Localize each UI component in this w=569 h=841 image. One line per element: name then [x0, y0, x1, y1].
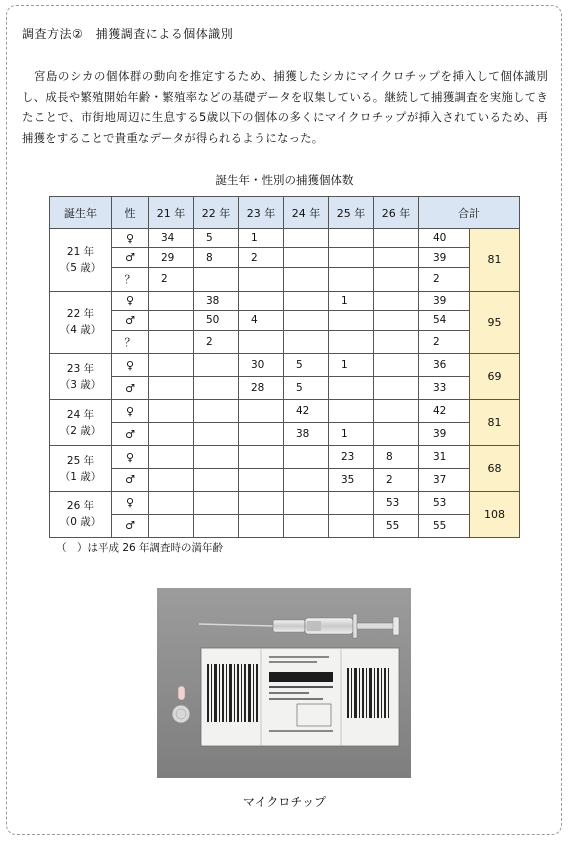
header-cell: 21 年	[149, 197, 194, 229]
table-row	[50, 469, 520, 492]
sex-cell: ♂	[112, 311, 149, 330]
table-row	[50, 377, 520, 400]
row-total-cell: 39	[419, 248, 470, 267]
row-total-cell: 33	[419, 377, 470, 400]
count-cell: 4	[239, 311, 284, 330]
age-label: （4 歳）	[59, 324, 102, 337]
microchip-package-icon	[201, 648, 399, 746]
count-cell	[329, 491, 374, 514]
count-cell: 2	[194, 330, 239, 354]
coin-icon	[172, 705, 190, 723]
count-cell	[284, 330, 329, 354]
section-heading: 調査方法② 捕獲調査による個体識別	[22, 27, 234, 41]
body-paragraph: 宮島のシカの個体群の動向を推定するため、捕獲したシカにマイクロチップを挿入して個体識別し、成長や繁殖開始年齢・繁殖率などの基礎データを収集している。継続して捕獲調査を実施してきたことで、市街地周辺に生息する5歳以下の個体の多くにマイクロチップが挿入されているため、再捕獲をすることで貴重なデータが得られるようになった。	[22, 69, 548, 145]
sex-cell: ♀	[112, 491, 149, 514]
capture-count-table	[49, 196, 520, 538]
age-label: （1 歳）	[59, 470, 102, 483]
row-total-cell: 2	[419, 267, 470, 291]
count-cell: 55	[374, 514, 419, 537]
count-cell	[239, 491, 284, 514]
count-cell: 1	[329, 291, 374, 310]
count-cell	[149, 491, 194, 514]
count-cell: 28	[239, 377, 284, 400]
table-row	[50, 446, 520, 469]
count-cell	[284, 229, 329, 248]
count-cell: 2	[239, 248, 284, 267]
count-cell	[149, 400, 194, 423]
count-cell	[374, 291, 419, 310]
sex-cell: ♂	[112, 469, 149, 492]
count-cell: 8	[194, 248, 239, 267]
birth-year-cell	[50, 229, 112, 292]
table-caption: 誕生年・性別の捕獲個体数	[215, 173, 354, 187]
count-cell	[149, 311, 194, 330]
row-total-cell: 37	[419, 469, 470, 492]
count-cell	[149, 377, 194, 400]
header-cell: 23 年	[239, 197, 284, 229]
count-cell: 38	[194, 291, 239, 310]
count-cell: 8	[374, 446, 419, 469]
row-total-cell: 39	[419, 423, 470, 446]
count-cell	[329, 330, 374, 354]
count-cell	[284, 267, 329, 291]
table-row	[50, 354, 520, 377]
count-cell	[374, 423, 419, 446]
group-total-cell: 108	[470, 491, 520, 537]
count-cell: 5	[284, 377, 329, 400]
count-cell	[374, 229, 419, 248]
microchip-photo	[157, 588, 411, 778]
row-total-cell: 39	[419, 291, 470, 310]
count-cell: 38	[284, 423, 329, 446]
table-row	[50, 330, 520, 354]
count-cell: 42	[284, 400, 329, 423]
count-cell	[284, 491, 329, 514]
count-cell	[374, 377, 419, 400]
count-cell: 1	[239, 229, 284, 248]
count-cell	[329, 248, 374, 267]
sex-cell: ♀	[112, 229, 149, 248]
count-cell: 5	[284, 354, 329, 377]
count-cell	[239, 400, 284, 423]
header-cell: 26 年	[374, 197, 419, 229]
age-label: （0 歳）	[59, 516, 102, 529]
count-cell	[149, 469, 194, 492]
count-cell	[239, 330, 284, 354]
count-cell	[329, 311, 374, 330]
count-cell	[239, 514, 284, 537]
table-row	[50, 514, 520, 537]
count-cell	[149, 291, 194, 310]
sex-cell: ♂	[112, 377, 149, 400]
row-total-cell: 53	[419, 491, 470, 514]
sex-cell: ♀	[112, 354, 149, 377]
table-header-row	[50, 197, 520, 229]
row-total-cell: 2	[419, 330, 470, 354]
row-total-cell: 36	[419, 354, 470, 377]
sex-cell: ♀	[112, 400, 149, 423]
birth-year-cell	[50, 400, 112, 446]
sex-cell: ♂	[112, 248, 149, 267]
sex-cell: ♀	[112, 446, 149, 469]
count-cell	[329, 400, 374, 423]
count-cell	[239, 469, 284, 492]
header-cell: 合計	[419, 197, 520, 229]
sex-cell: ♂	[112, 514, 149, 537]
count-cell: 2	[149, 267, 194, 291]
table-row	[50, 311, 520, 330]
count-cell	[374, 330, 419, 354]
header-cell: 22 年	[194, 197, 239, 229]
count-cell	[284, 514, 329, 537]
header-cell: 24 年	[284, 197, 329, 229]
count-cell: 29	[149, 248, 194, 267]
count-cell	[194, 514, 239, 537]
count-cell	[149, 446, 194, 469]
group-total-cell: 81	[470, 400, 520, 446]
row-total-cell: 42	[419, 400, 470, 423]
count-cell	[374, 248, 419, 267]
group-total-cell: 68	[470, 446, 520, 492]
count-cell	[194, 446, 239, 469]
count-cell: 53	[374, 491, 419, 514]
count-cell	[284, 248, 329, 267]
sex-cell: ♀	[112, 291, 149, 310]
count-cell	[239, 446, 284, 469]
count-cell	[329, 377, 374, 400]
count-cell	[329, 267, 374, 291]
birth-year-label: 26 年	[66, 500, 95, 513]
count-cell	[149, 354, 194, 377]
age-label: （2 歳）	[59, 424, 102, 437]
count-cell	[194, 423, 239, 446]
count-cell	[194, 267, 239, 291]
row-total-cell: 54	[419, 311, 470, 330]
count-cell	[239, 267, 284, 291]
count-cell	[194, 491, 239, 514]
photo-caption: マイクロチップ	[242, 795, 327, 809]
age-label: （5 歳）	[59, 261, 102, 274]
header-cell: 誕生年	[50, 197, 112, 229]
count-cell	[194, 354, 239, 377]
count-cell: 23	[329, 446, 374, 469]
count-cell	[239, 423, 284, 446]
birth-year-label: 22 年	[66, 308, 95, 321]
row-total-cell: 55	[419, 514, 470, 537]
count-cell	[284, 469, 329, 492]
count-cell: 34	[149, 229, 194, 248]
birth-year-label: 21 年	[66, 245, 95, 258]
sex-cell: ？	[112, 330, 149, 354]
count-cell	[329, 514, 374, 537]
count-cell	[284, 311, 329, 330]
header-cell: 性	[112, 197, 149, 229]
count-cell	[284, 291, 329, 310]
count-cell	[149, 423, 194, 446]
birth-year-label: 23 年	[66, 362, 95, 375]
count-cell: 2	[374, 469, 419, 492]
count-cell	[374, 267, 419, 291]
row-total-cell: 40	[419, 229, 470, 248]
count-cell	[149, 330, 194, 354]
count-cell	[194, 469, 239, 492]
table-row	[50, 291, 520, 310]
microchip-capsule-icon	[178, 686, 185, 700]
birth-year-cell	[50, 354, 112, 400]
header-cell: 25 年	[329, 197, 374, 229]
count-cell	[194, 377, 239, 400]
table-row	[50, 267, 520, 291]
count-cell	[329, 229, 374, 248]
count-cell	[374, 400, 419, 423]
birth-year-cell	[50, 491, 112, 537]
birth-year-cell	[50, 446, 112, 492]
sex-cell: ？	[112, 267, 149, 291]
table-row	[50, 229, 520, 248]
count-cell: 1	[329, 423, 374, 446]
count-cell	[284, 446, 329, 469]
age-label: （3 歳）	[59, 378, 102, 391]
birth-year-label: 25 年	[66, 454, 95, 467]
count-cell: 5	[194, 229, 239, 248]
group-total-cell: 95	[470, 291, 520, 354]
row-total-cell: 31	[419, 446, 470, 469]
birth-year-label: 24 年	[66, 408, 95, 421]
table-note: （ ）は平成 26 年調査時の満年齢	[56, 542, 224, 554]
count-cell	[374, 311, 419, 330]
table-row	[50, 400, 520, 423]
microchip-illustration	[157, 588, 411, 778]
count-cell: 1	[329, 354, 374, 377]
count-cell: 50	[194, 311, 239, 330]
group-total-cell: 81	[470, 229, 520, 292]
group-total-cell: 69	[470, 354, 520, 400]
count-cell: 30	[239, 354, 284, 377]
count-cell	[239, 291, 284, 310]
table-body	[50, 229, 520, 538]
birth-year-cell	[50, 291, 112, 354]
count-cell	[194, 400, 239, 423]
count-cell: 35	[329, 469, 374, 492]
table-row	[50, 248, 520, 267]
sex-cell: ♂	[112, 423, 149, 446]
count-cell	[374, 354, 419, 377]
table-row	[50, 423, 520, 446]
table-row	[50, 491, 520, 514]
count-cell	[149, 514, 194, 537]
